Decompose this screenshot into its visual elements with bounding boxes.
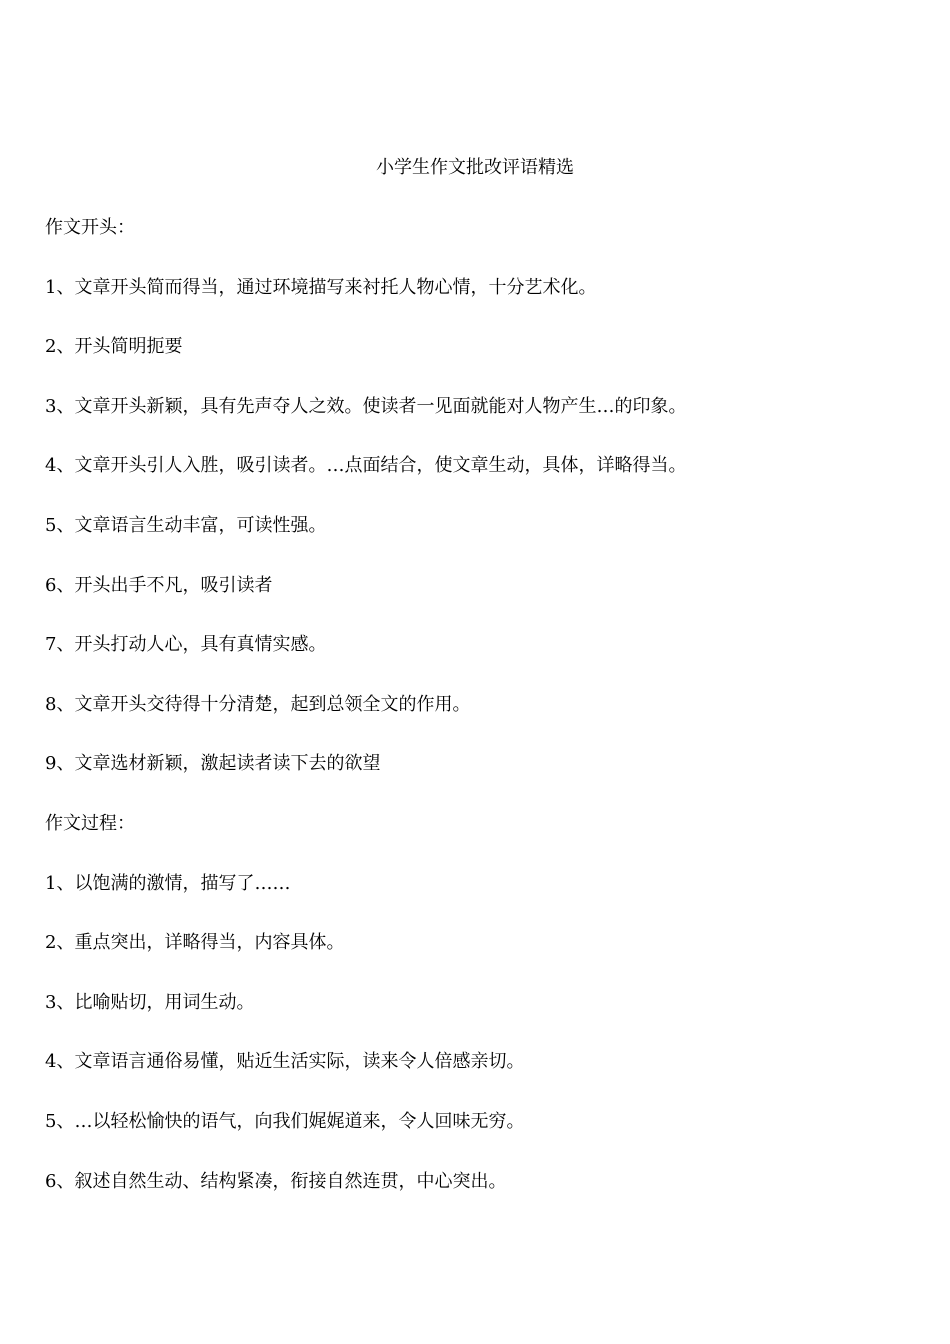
list-item: 1、文章开头简而得当，通过环境描写来衬托人物心情，十分艺术化。 bbox=[45, 276, 597, 298]
list-item: 5、文章语言生动丰富，可读性强。 bbox=[45, 514, 327, 536]
list-item: 4、文章语言通俗易懂，贴近生活实际，读来令人倍感亲切。 bbox=[45, 1051, 525, 1073]
list-item: 2、开头简明扼要 bbox=[45, 336, 183, 358]
list-item: 5、…以轻松愉快的语气，向我们娓娓道来，令人回味无穷。 bbox=[45, 1110, 525, 1132]
section-heading-process: 作文过程： bbox=[45, 812, 135, 834]
document-title: 小学生作文批改评语精选 bbox=[376, 157, 574, 178]
list-item: 8、文章开头交待得十分清楚，起到总领全文的作用。 bbox=[45, 693, 471, 715]
list-item: 6、开头出手不凡，吸引读者 bbox=[45, 574, 273, 596]
list-item: 9、文章选材新颖，激起读者读下去的欲望 bbox=[45, 753, 381, 775]
list-item: 7、开头打动人心，具有真情实感。 bbox=[45, 634, 327, 656]
document-body bbox=[45, 214, 925, 1227]
list-item: 2、重点突出，详略得当，内容具体。 bbox=[45, 932, 345, 954]
list-item: 3、文章开头新颖，具有先声夺人之效。使读者一见面就能对人物产生…的印象。 bbox=[45, 395, 687, 417]
list-item: 3、比喻贴切，用词生动。 bbox=[45, 991, 255, 1013]
list-item: 1、以饱满的激情，描写了…… bbox=[45, 872, 291, 894]
list-item: 6、叙述自然生动、结构紧凑，衔接自然连贯，中心突出。 bbox=[45, 1170, 507, 1192]
list-item: 4、文章开头引人入胜，吸引读者。…点面结合，使文章生动，具体，详略得当。 bbox=[45, 455, 687, 477]
section-heading-opening: 作文开头： bbox=[45, 217, 135, 238]
